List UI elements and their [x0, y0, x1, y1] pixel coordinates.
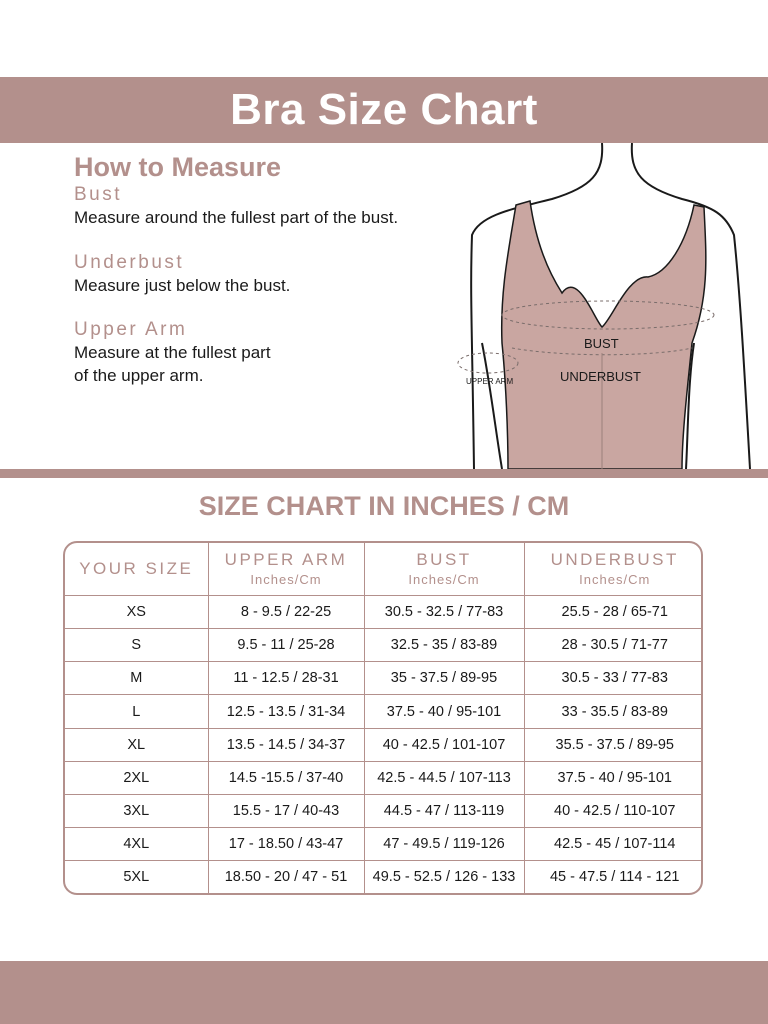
table-row: [65, 662, 703, 695]
measure-item-upper-arm: [74, 319, 454, 387]
measure-text-underbust: Measure just below the bust.: [74, 276, 291, 295]
table-row: [65, 629, 703, 662]
measure-label-bust: Bust: [74, 184, 123, 205]
bust-cell: 32.5 - 35 / 83-89: [364, 629, 524, 662]
upper-arm-cell: 15.5 - 17 / 40-43: [208, 794, 364, 827]
header-unit: Inches/Cm: [250, 572, 322, 587]
upper-arm-cell: 18.50 - 20 / 47 - 51: [208, 861, 364, 893]
header-label: UNDERBUST: [550, 550, 679, 569]
underbust-cell: 35.5 - 37.5 / 89-95: [524, 728, 703, 761]
upper-arm-cell: 9.5 - 11 / 25-28: [208, 629, 364, 662]
header-your-size: [65, 543, 208, 596]
table-header-row: [65, 543, 703, 596]
upper-arm-cell: 8 - 9.5 / 22-25: [208, 596, 364, 629]
bust-cell: 30.5 - 32.5 / 77-83: [364, 596, 524, 629]
size-cell: L: [65, 695, 208, 728]
bust-cell: 42.5 - 44.5 / 107-113: [364, 761, 524, 794]
size-cell: 5XL: [65, 861, 208, 893]
page-title: Bra Size Chart: [230, 85, 538, 134]
table-row: [65, 861, 703, 893]
how-to-measure-section: [74, 150, 454, 387]
underbust-cell: 25.5 - 28 / 65-71: [524, 596, 703, 629]
size-cell: M: [65, 662, 208, 695]
header-label: UPPER ARM: [224, 550, 348, 569]
title-banner: [0, 77, 768, 143]
bust-cell: 47 - 49.5 / 119-126: [364, 828, 524, 861]
measure-item-underbust: [74, 252, 454, 297]
bust-cell: 37.5 - 40 / 95-101: [364, 695, 524, 728]
header-upper-arm: [208, 543, 364, 596]
underbust-cell: 28 - 30.5 / 71-77: [524, 629, 703, 662]
measure-label-upper-arm: Upper Arm: [74, 319, 188, 340]
underbust-cell: 42.5 - 45 / 107-114: [524, 828, 703, 861]
left-arm-outline: [482, 343, 502, 469]
bodysuit-garment: [502, 201, 706, 469]
underbust-cell: 30.5 - 33 / 77-83: [524, 662, 703, 695]
size-cell: XS: [65, 596, 208, 629]
header-bust: [364, 543, 524, 596]
size-cell: 4XL: [65, 828, 208, 861]
section-divider: [0, 469, 768, 478]
header-underbust: [524, 543, 703, 596]
header-unit: Inches/Cm: [579, 572, 651, 587]
header-unit: Inches/Cm: [408, 572, 480, 587]
measure-text-upper-arm-line1: Measure at the fullest part: [74, 343, 271, 362]
table-row: [65, 596, 703, 629]
header-label: BUST: [416, 550, 472, 569]
header-label: YOUR SIZE: [79, 559, 194, 578]
how-to-measure-title: How to Measure: [74, 152, 282, 182]
measure-label-underbust: Underbust: [74, 252, 185, 273]
measure-text-upper-arm-line2: of the upper arm.: [74, 366, 204, 385]
size-cell: XL: [65, 728, 208, 761]
size-chart-title: SIZE CHART IN INCHES / CM: [198, 491, 570, 521]
table-row: [65, 728, 703, 761]
underbust-cell: 37.5 - 40 / 95-101: [524, 761, 703, 794]
underbust-cell: 45 - 47.5 / 114 - 121: [524, 861, 703, 893]
measure-item-bust: [74, 184, 454, 229]
upper-arm-cell: 14.5 -15.5 / 37-40: [208, 761, 364, 794]
upper-arm-cell: 13.5 - 14.5 / 34-37: [208, 728, 364, 761]
bust-label: BUST: [584, 336, 619, 351]
bust-cell: 40 - 42.5 / 101-107: [364, 728, 524, 761]
upper-arm-cell: 11 - 12.5 / 28-31: [208, 662, 364, 695]
size-chart-table: [63, 541, 703, 895]
upper-arm-label: UPPER ARM: [466, 377, 514, 386]
underbust-cell: 33 - 35.5 / 83-89: [524, 695, 703, 728]
table-row: [65, 828, 703, 861]
bust-cell: 44.5 - 47 / 113-119: [364, 794, 524, 827]
size-cell: S: [65, 629, 208, 662]
body-measurement-illustration: [452, 143, 768, 469]
underbust-cell: 40 - 42.5 / 110-107: [524, 794, 703, 827]
underbust-label: UNDERBUST: [560, 369, 641, 384]
table-row: [65, 695, 703, 728]
footer-bar: [0, 961, 768, 1024]
bust-cell: 35 - 37.5 / 89-95: [364, 662, 524, 695]
size-cell: 3XL: [65, 794, 208, 827]
measure-text-bust: Measure around the fullest part of the bust.: [74, 208, 399, 227]
bust-cell: 49.5 - 52.5 / 126 - 133: [364, 861, 524, 893]
size-cell: 2XL: [65, 761, 208, 794]
upper-arm-cell: 12.5 - 13.5 / 31-34: [208, 695, 364, 728]
table-row: [65, 794, 703, 827]
table-row: [65, 761, 703, 794]
upper-arm-cell: 17 - 18.50 / 43-47: [208, 828, 364, 861]
